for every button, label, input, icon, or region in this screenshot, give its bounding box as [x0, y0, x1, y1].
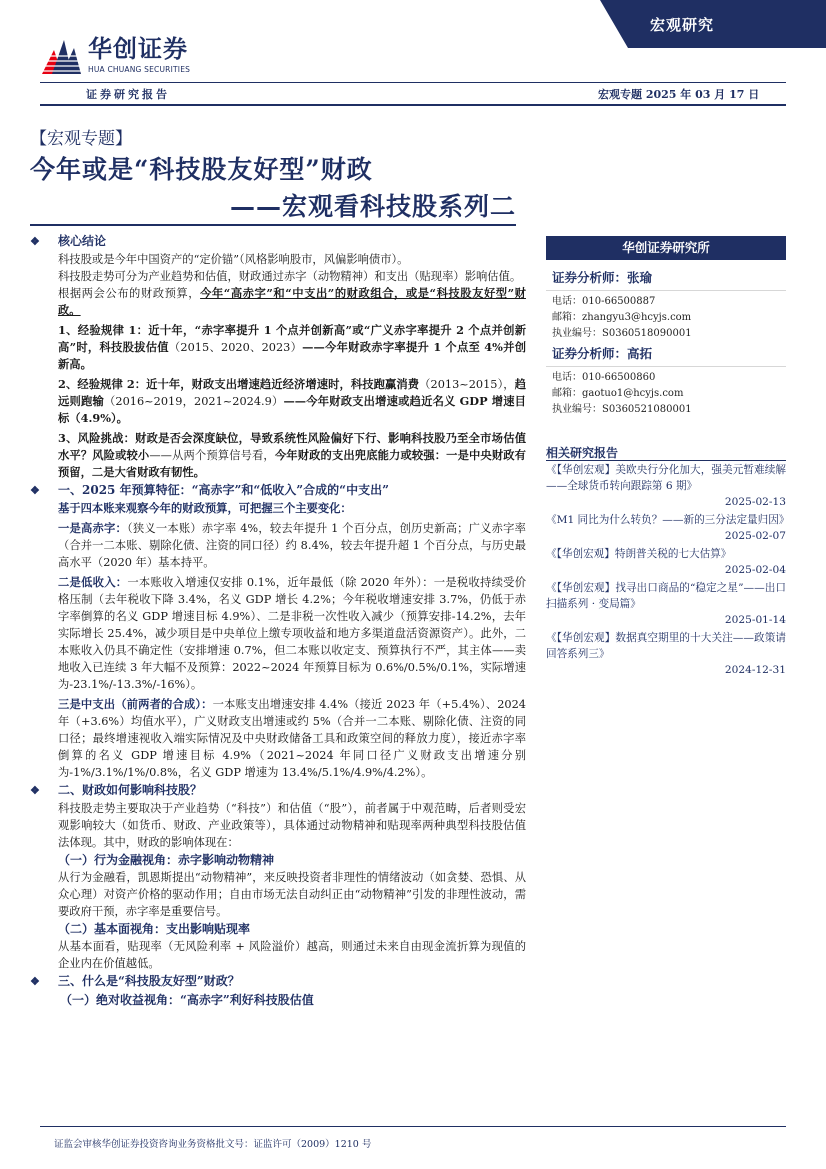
- paragraph: 从行为金融看，凯恩斯提出“动物精神”，来反映投资者非理性的情绪波动（如贪婪、恐惧、从众心理）对资产价格的驱动作用；自由市场无法自动纠正由“动物精神”引发的非理性波动，需要政府干预，赤字率是重要信号。: [58, 871, 526, 918]
- logo-mark-icon: [40, 34, 82, 76]
- related-report-date: 2025-02-07: [724, 530, 786, 542]
- footer-license: 证监会审核华创证券投资咨询业务资格批文号：证监许可（2009）1210 号: [54, 1139, 372, 1150]
- divider: [546, 366, 786, 367]
- analyst-name: 证券分析师：张瑜: [552, 270, 653, 285]
- analyst-email[interactable]: 邮箱：zhangyu3@hcyjs.com: [552, 312, 692, 323]
- text-run: 根据两会公布的财政预算，: [58, 287, 201, 300]
- footer-rule: [40, 1126, 786, 1127]
- paragraph: [30, 520, 526, 571]
- paragraph: 科技股走势主要取决于产业趋势（“科技”）和估值（“股”），前者属于中观范畴，后者则受宏观影响较大（如货币、财政、产业政策等），具体通过动物精神和贴现率两种典型科技股估值法体现。其中，财政的影响体现在：: [58, 802, 526, 849]
- text-run: （2013~2015），: [419, 378, 515, 391]
- subsection-heading: （二）基本面视角：支出影响贴现率: [58, 922, 251, 936]
- analyst-license: 执业编号：S0360521080001: [552, 404, 692, 415]
- text-run-label: 一是高赤字：: [58, 521, 128, 535]
- divider: [546, 460, 786, 461]
- divider: [546, 290, 786, 291]
- related-report-date: 2025-01-14: [724, 614, 786, 626]
- header-rule-bottom: [40, 104, 786, 106]
- paragraph: [30, 285, 526, 319]
- subsection-heading: （一）行为金融视角：赤字影响动物精神: [58, 853, 275, 867]
- page-subtitle: ——宏观看科技股系列二: [230, 192, 517, 221]
- diamond-bullet-icon: ❖: [30, 975, 40, 988]
- text-run-emphasis: 2、经验规律 2：近十年，财政支出增速趋近经济增速时，科技跑赢消费: [58, 377, 420, 391]
- paragraph: [30, 322, 526, 373]
- text-run-emphasis: 今年财政的支出兜底能力或较强：一是中央财政有预留，二是大省财政有韧性。: [58, 448, 526, 479]
- institute-banner: 华创证券研究所: [546, 236, 786, 260]
- paragraph: 从基本面看，贴现率（无风险利率 + 风险溢价）越高，则通过未来自由现金流折算为现值的企业内在价值越低。: [58, 940, 526, 970]
- section-heading: 三、什么是“科技股友好型”财政？: [58, 974, 240, 988]
- text-run-emphasis: 趋远则跑输: [58, 377, 526, 408]
- paragraph: [30, 696, 526, 781]
- main-content: [30, 232, 526, 1009]
- text-run: （狭义一本账）赤字率 4%，较去年提升 1 个百分点，创历史新高；广义赤字率（合并一二本账、剔除化债、注资的同口径）约 8.4%，较去年提升超 1 个百分点，与历史最高水平（2020 年）基本持平。: [58, 522, 526, 569]
- related-report-link[interactable]: 《M1 同比为什么转负？——新的三分法定量归因》: [546, 514, 790, 526]
- related-report-link[interactable]: 《【华创宏观】数据真空期里的十大关注——政策请回答系列三》: [546, 632, 786, 660]
- text-run: 一本账支出增速安排 4.4%（接近 2023 年（+5.4%）、2024 年（+3.6%）均值水平），广义财政支出增速或约 5%（合并一二本账、剔除化债、注资的同口径；最终增速视收入端实际情况及中央财政储备工具和政策空间的释放力度），接近赤字率倒算的名义 GDP 增速目标 4.9%（2021~2024 年同口径广义财政支出增速分别为-1%/3.1%/1%/0.8%，名义 GDP 增速为 13.4%/5.1%/4.9%/4.2%）。: [58, 698, 526, 779]
- paragraph: [30, 574, 526, 693]
- related-report-link[interactable]: 《【华创宏观】找寻出口商品的“稳定之星”——出口扫描系列 · 变局篇》: [546, 582, 786, 610]
- paragraph: 科技股走势可分为产业趋势和估值，财政通过赤字（动物精神）和支出（贴现率）影响估值。: [58, 270, 522, 283]
- section-core: [30, 232, 526, 251]
- corner-label: 宏观研究: [650, 16, 715, 34]
- text-run-emphasis: 1、经验规律 1：近十年，“赤字率提升 1 个点并创新高”或“广义赤字率提升 2 个点并创新高”时，科技股拔估值: [58, 323, 526, 354]
- text-run-label: 三是中支出（前两者的合成）：: [58, 697, 213, 711]
- text-run-emphasis: 今年“高赤字”和“中支出”的财政组合，或是“科技股友好型”财政。: [58, 286, 526, 317]
- text-run: 一本账收入增速仅安排 0.1%，近年最低（除 2020 年外）：一是税收持续受价格压制（去年税收下降 3.4%，名义 GDP 增长 4.2%；今年税收增速安排 3.7%，仍低于赤字率倒算的名义 GDP 增速目标 4.9%）、二是非税一次性收入减少（预算安排-14.2%，去年实际增长 25.4%，减少项目是中央单位上缴专项收益和地方多渠道盘活资源资产）。此外，二本账收入仍具不确定性（安排增速 0.7%，但二本账以收定支、预算执行不严，其主体——卖地收入已连续 3 年大幅不及预算：2022~2024 年预算目标为 0.6%/0.5%/0.1%，实际增速为-23.1%/-13.3%/-16%）。: [58, 576, 526, 691]
- analyst-card: [552, 268, 786, 342]
- analyst-email[interactable]: 邮箱：gaotuo1@hcyjs.com: [552, 388, 684, 399]
- logo-text-en: HUA CHUANG SECURITIES: [88, 65, 191, 74]
- title-rule: [30, 224, 516, 226]
- text-run-label: 二是低收入：: [58, 575, 128, 589]
- subsection-heading: （一）绝对收益视角：“高赤字”利好科技股估值: [60, 993, 314, 1007]
- paragraph: [30, 376, 526, 427]
- section-heading: 二、财政如何影响科技股？: [58, 783, 203, 797]
- paragraph: [30, 430, 526, 481]
- related-report-link[interactable]: 《【华创宏观】特朗普关税的七大估算》: [546, 548, 732, 560]
- section-heading: 核心结论: [58, 234, 107, 248]
- analyst-phone: 电话：010-66500860: [552, 372, 656, 383]
- logo-text-cn: 华创证券: [88, 35, 188, 63]
- analyst-card: [552, 344, 786, 418]
- report-type: 证券研究报告: [86, 88, 170, 101]
- text-run: ——从两个预算信号看，: [149, 449, 275, 462]
- text-run: （2015、2020、2023）: [168, 341, 303, 354]
- text-run-emphasis: ——今年财政赤字率提升 1 个点至 4%并创新高。: [58, 340, 526, 371]
- report-date: 宏观专题 2025 年 03 月 17 日: [598, 88, 760, 101]
- related-reports-list: [546, 462, 790, 680]
- text-run: （2016~2019，2021~2024.9）: [103, 395, 284, 408]
- text-run-emphasis: ——今年财政支出增速或趋近名义 GDP 增速目标（4.9%）。: [58, 394, 526, 425]
- section-3: [30, 972, 526, 991]
- analyst-license: 执业编号：S0360518090001: [552, 328, 692, 339]
- diamond-bullet-icon: ❖: [30, 235, 40, 248]
- diamond-bullet-icon: ❖: [30, 484, 40, 497]
- related-report-link[interactable]: 《【华创宏观】美欧央行分化加大，强美元暂难续解——全球货币转向跟踪第 6 期》: [546, 464, 786, 492]
- section-1: [30, 481, 526, 500]
- paragraph: 科技股或是今年中国资产的“定价锚”（风格影响股市，风偏影响债市）。: [58, 253, 409, 266]
- page-title: 今年或是“科技股友好型”财政: [30, 155, 373, 184]
- header-rule: [40, 82, 786, 83]
- related-report-date: 2025-02-04: [724, 564, 786, 576]
- paragraph: 基于四本账来观察今年的财政预算，可把握三个主要变化：: [58, 501, 352, 515]
- related-reports-title: 相关研究报告: [546, 446, 619, 460]
- analyst-phone: 电话：010-66500887: [552, 296, 656, 307]
- related-report-date: 2025-02-13: [724, 496, 786, 508]
- text-run-emphasis: 3、风险挑战：财政是否会深度缺位，导致系统性风险偏好下行、影响科技股乃至全市场估值水平？风险或较小: [58, 431, 526, 462]
- diamond-bullet-icon: ❖: [30, 784, 40, 797]
- section-heading: 一、2025 年预算特征：“高赤字”和“低收入”合成的“中支出”: [58, 483, 389, 497]
- section-2: [30, 781, 526, 800]
- company-logo: [40, 34, 210, 82]
- analyst-name: 证券分析师：高拓: [552, 346, 653, 361]
- related-report-date: 2024-12-31: [724, 664, 786, 676]
- title-tag: 【宏观专题】: [30, 129, 132, 149]
